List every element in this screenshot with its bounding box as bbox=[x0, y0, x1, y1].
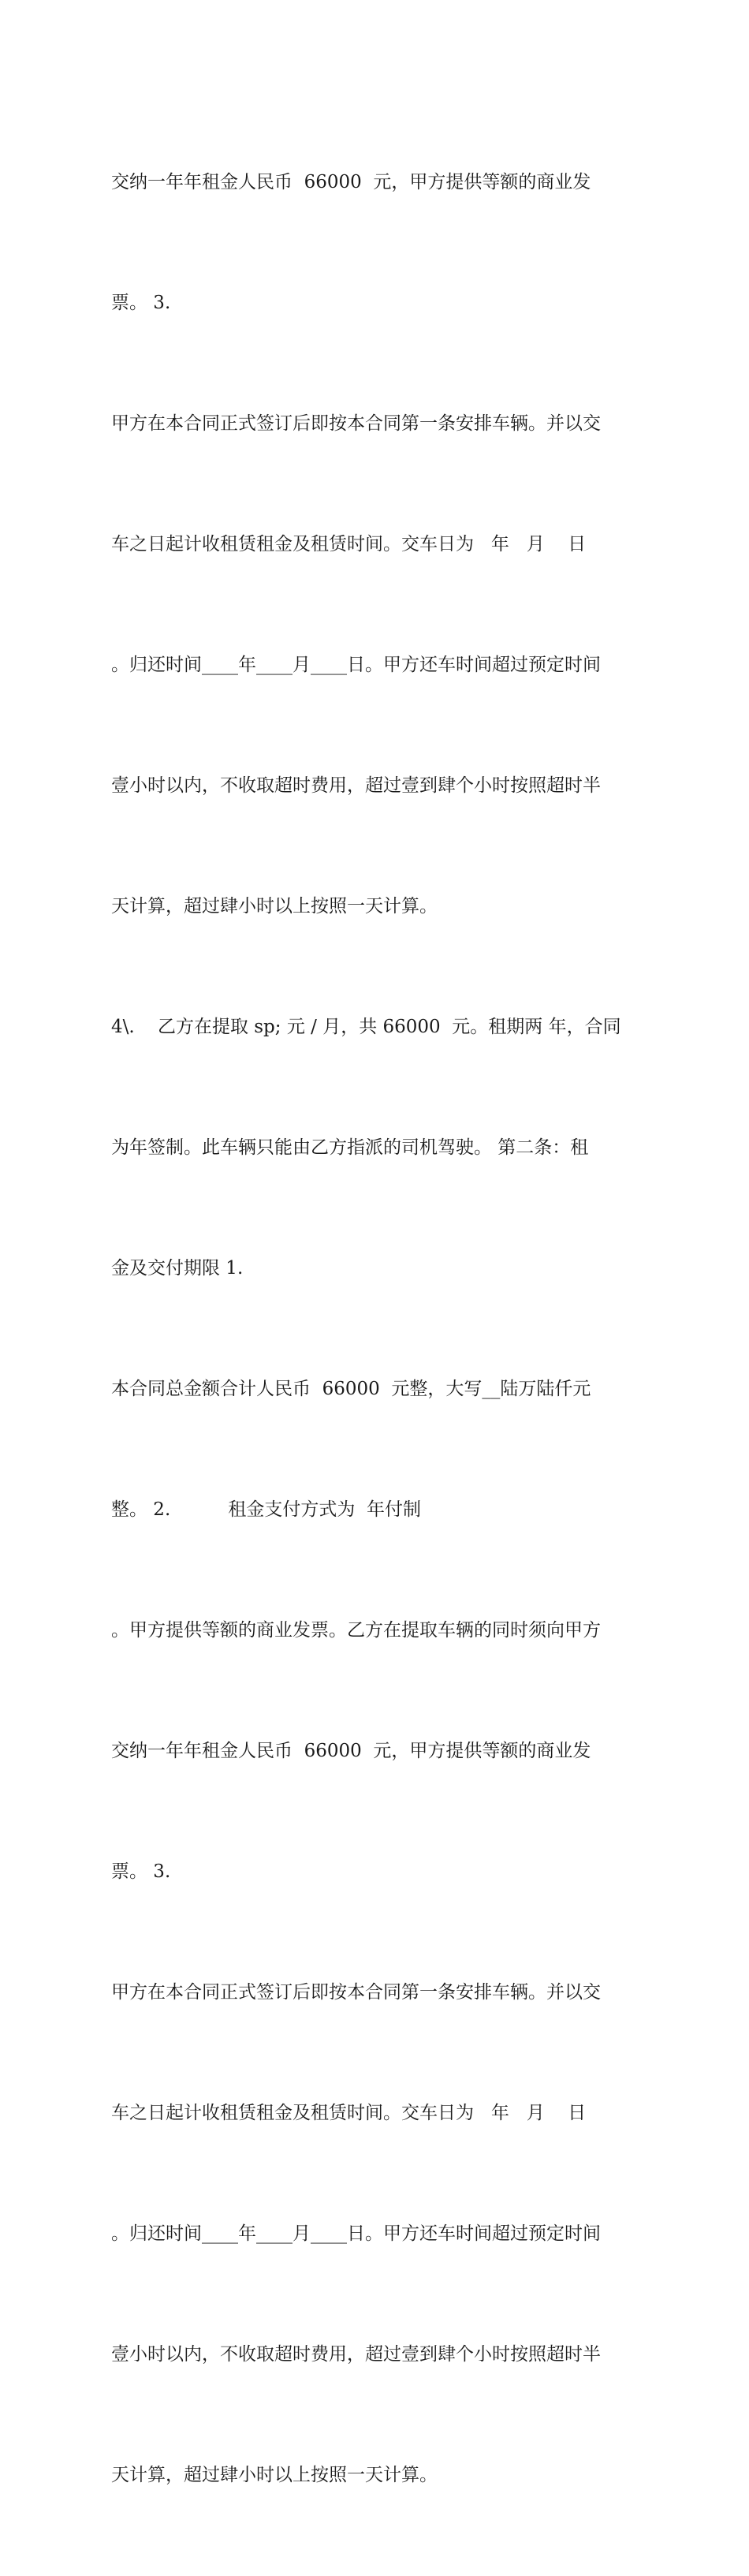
text-line-14: 交纳一年年租金人民币 66000 元，甲方提供等额的商业发 bbox=[111, 1741, 591, 1761]
text-line-4: 车之日起计收租赁租金及租赁时间。交车日为 年 月 日 bbox=[111, 534, 587, 554]
text-line-20: 天计算，超过肆小时以上按照一天计算。 bbox=[111, 2465, 438, 2485]
text-line-9: 为年签制。此车辆只能由乙方指派的司机驾驶。 第二条：租 bbox=[111, 1137, 589, 1158]
text-line-8: 4\. 乙方在提取 sp; 元 / 月，共 66000 元。租期两 年，合同 bbox=[111, 1017, 621, 1037]
text-line-19: 壹小时以内，不收取超时费用，超过壹到肆个小时按照超时半 bbox=[111, 2344, 601, 2365]
contract-text bbox=[111, 82, 647, 2576]
text-line-7: 天计算，超过肆小时以上按照一天计算。 bbox=[111, 896, 438, 917]
text-line-15: 票。 3. bbox=[111, 1861, 171, 1882]
text-line-13: 。甲方提供等额的商业发票。乙方在提取车辆的同时须向甲方 bbox=[111, 1620, 601, 1641]
text-line-10: 金及交付期限 1. bbox=[111, 1258, 244, 1279]
text-line-1: 交纳一年年租金人民币 66000 元，甲方提供等额的商业发 bbox=[111, 172, 591, 192]
text-line-18: 。归还时间____年____月____日。甲方还车时间超过预定时间 bbox=[111, 2223, 601, 2244]
text-line-17: 车之日起计收租赁租金及租赁时间。交车日为 年 月 日 bbox=[111, 2103, 587, 2123]
text-line-16: 甲方在本合同正式签订后即按本合同第一条安排车辆。并以交 bbox=[111, 1982, 601, 2003]
text-line-11: 本合同总金额合计人民币 66000 元整，大写__陆万陆仟元 bbox=[111, 1379, 591, 1399]
text-line-12: 整。 2. 租金支付方式为 年付制 bbox=[111, 1499, 421, 1520]
text-line-2: 票。 3. bbox=[111, 293, 171, 313]
text-line-6: 壹小时以内，不收取超时费用，超过壹到肆个小时按照超时半 bbox=[111, 775, 601, 796]
text-line-5: 。归还时间____年____月____日。甲方还车时间超过预定时间 bbox=[111, 655, 601, 675]
text-line-3: 甲方在本合同正式签订后即按本合同第一条安排车辆。并以交 bbox=[111, 413, 601, 434]
